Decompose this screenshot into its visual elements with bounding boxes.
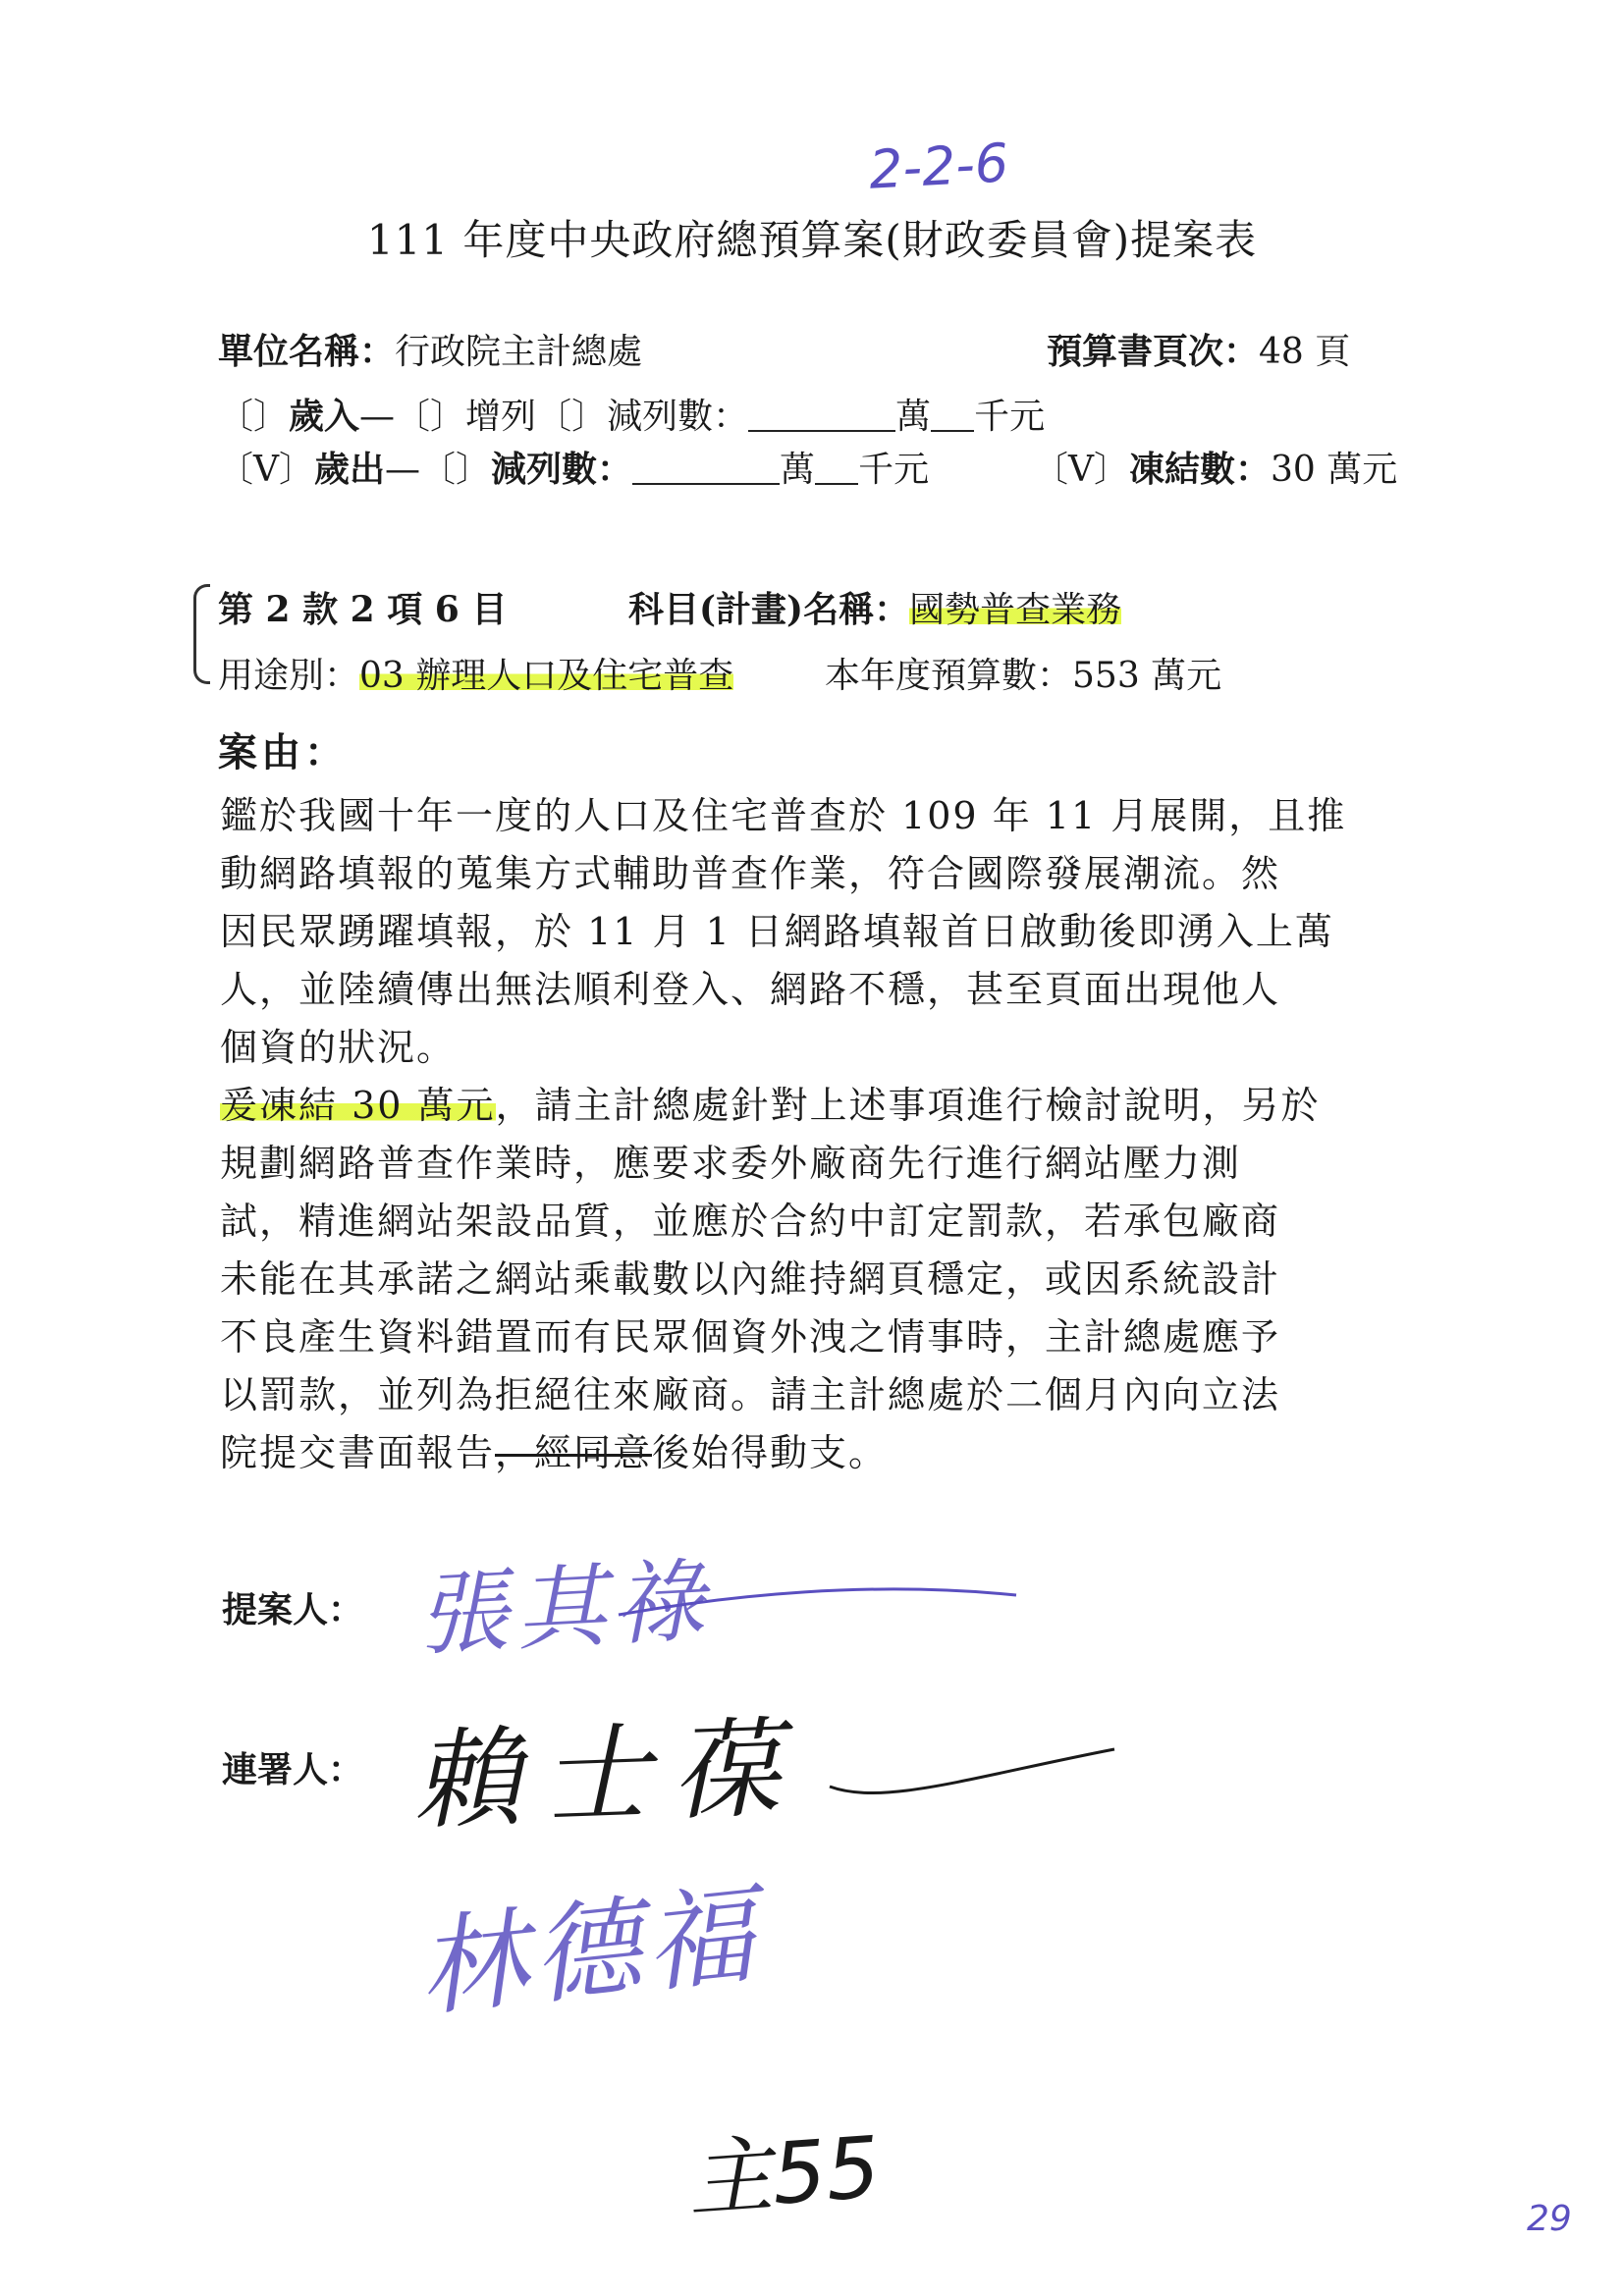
case-line: 動網路填報的蒐集方式輔助普查作業，符合國際發展潮流。然 — [220, 852, 1281, 895]
unit-thousand: 千元 — [974, 397, 1046, 437]
handwritten-mark: 主55 — [684, 2118, 884, 2230]
case-line: 未能在其承諾之網站乘載數以內維持網頁穩定，或因系統設計 — [220, 1257, 1281, 1301]
cosigner-signature-text: 賴士葆 — [410, 1705, 804, 1844]
struck-text: ，經同意 — [495, 1431, 653, 1474]
use-row — [218, 648, 733, 698]
page-title: 111 年度中央政府總預算案(財政委員會)提案表 — [366, 216, 1258, 264]
unit-thousand: 千元 — [858, 450, 930, 490]
proposer-signature — [414, 1536, 716, 1669]
case-line — [220, 1075, 1321, 1129]
freeze-amount-highlight: 爰凍結 30 萬元 — [220, 1084, 496, 1127]
case-text: 院提交書面報告 — [220, 1431, 496, 1474]
revenue-thousand-blank — [931, 397, 974, 432]
item-code: 第 2 款 2 項 6 目 — [218, 589, 508, 630]
case-line: 人，並陸續傳出無法順利登入、網路不穩，甚至頁面出現他人 — [220, 968, 1281, 1011]
item-code-row — [218, 582, 507, 632]
budget-page-label: 預算書頁次： — [1047, 331, 1260, 372]
dash: — — [359, 397, 396, 437]
expenditure-row — [218, 442, 929, 492]
budget-page-row — [1047, 324, 1350, 374]
current-budget-value: 553 萬元 — [1072, 656, 1222, 696]
expenditure-decrease-label: 減列數： — [491, 449, 633, 490]
case-line — [220, 1422, 888, 1476]
signature-stroke-icon — [825, 1737, 1119, 1816]
case-line: 鑑於我國十年一度的人口及住宅普查於 109 年 11 月展開，且推 — [220, 794, 1347, 837]
revenue-row — [218, 389, 1045, 439]
signature-stroke-icon — [614, 1575, 1026, 1644]
subject-row — [628, 582, 1121, 632]
handwritten-reference-number: 2-2-6 — [867, 132, 1010, 201]
unit-value: 行政院主計總處 — [395, 332, 643, 372]
freeze-row — [1033, 442, 1397, 492]
expenditure-label: 歲出 — [314, 449, 386, 490]
revenue-wan-blank — [748, 397, 895, 432]
freeze-value: 30 萬元 — [1271, 450, 1398, 490]
cosigner-signature-1 — [410, 1688, 804, 1844]
use-label: 用途別： — [218, 656, 360, 696]
unit-row — [218, 324, 642, 374]
subject-value: 國勢普查業務 — [909, 590, 1122, 630]
case-text: 後始得動支。 — [652, 1431, 889, 1474]
freeze-checkbox: 〔V〕 — [1033, 450, 1129, 490]
expenditure-thousand-blank — [815, 450, 858, 485]
current-budget-row — [825, 648, 1221, 698]
case-line: 規劃網路普查作業時，應要求委外廠商先行進行網站壓力測 — [220, 1142, 1242, 1185]
case-line: 試，精進網站架設品質，並應於合約中訂定罰款，若承包廠商 — [220, 1200, 1281, 1243]
unit-wan: 萬 — [895, 397, 932, 437]
freeze-label: 凍結數： — [1129, 449, 1272, 490]
case-text: ，請主計總處針對上述事項進行檢討說明，另於 — [495, 1084, 1321, 1127]
expenditure-wan-blank — [632, 450, 780, 485]
revenue-label: 歲入 — [289, 396, 360, 437]
budget-page-value: 48 頁 — [1259, 332, 1351, 372]
expenditure-checkbox: 〔V〕 — [218, 450, 314, 490]
use-value: 03 辦理人口及住宅普查 — [359, 656, 734, 696]
cosigner-label: 連署人： — [222, 1749, 364, 1790]
revenue-increase-label: 增列 — [465, 397, 537, 437]
subject-label: 科目(計畫)名稱： — [628, 589, 910, 630]
page-number: 29 — [1527, 2199, 1572, 2239]
revenue-checkbox: 〔〕 — [218, 397, 290, 437]
item-bracket — [193, 584, 210, 684]
case-line: 以罰款，並列為拒絕往來廠商。請主計總處於二個月內向立法 — [220, 1373, 1281, 1416]
unit-label: 單位名稱： — [218, 331, 396, 372]
revenue-decrease-checkbox: 〔〕 — [536, 397, 608, 437]
proposer-label: 提案人： — [222, 1589, 364, 1630]
cosigner-signature-text: 林德福 — [412, 1871, 766, 2032]
revenue-increase-checkbox: 〔〕 — [395, 397, 466, 437]
unit-wan: 萬 — [780, 450, 816, 490]
case-heading: 案由： — [218, 729, 348, 775]
case-line: 個資的狀況。 — [220, 1026, 457, 1069]
dash: — — [385, 450, 421, 490]
expenditure-decrease-checkbox: 〔〕 — [420, 450, 492, 490]
revenue-decrease-label: 減列數： — [607, 397, 749, 437]
case-line: 不良產生資料錯置而有民眾個資外洩之情事時，主計總處應予 — [220, 1315, 1281, 1359]
proposer-signature-text: 張其祿 — [414, 1548, 716, 1669]
current-budget-label: 本年度預算數： — [825, 656, 1073, 696]
cosigner-signature-2 — [412, 1865, 766, 2032]
case-line: 因民眾踴躍填報，於 11 月 1 日網路填報首日啟動後即湧入上萬 — [220, 910, 1334, 953]
